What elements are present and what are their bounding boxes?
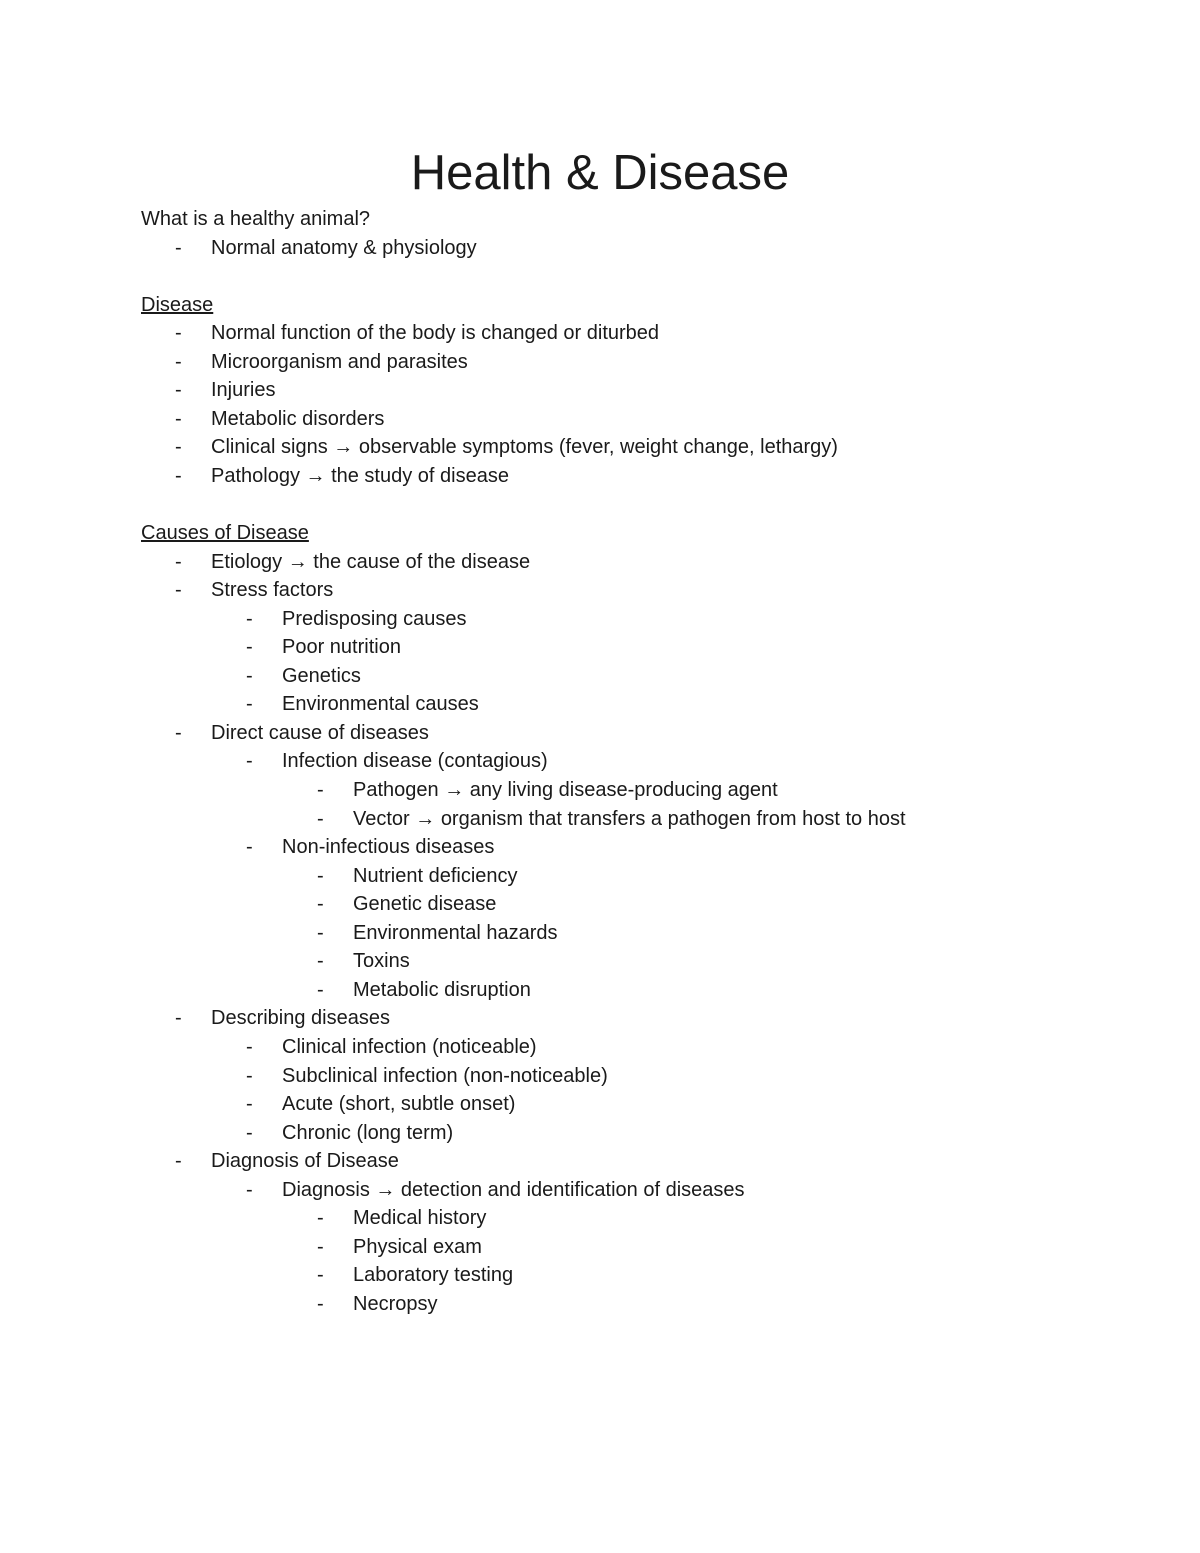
list-item-level-1: Metabolic disorders — [211, 407, 385, 430]
bullet-dash: - — [175, 550, 182, 573]
section-heading: Disease — [141, 293, 214, 316]
list-item-level-1: Direct cause of diseases — [211, 721, 429, 744]
list-item-level-2: Predisposing causes — [282, 607, 467, 630]
bullet-dash: - — [317, 950, 324, 973]
list-item-level-2: Infection disease (contagious) — [282, 750, 548, 773]
bullet-dash: - — [175, 379, 182, 402]
bullet-dash: - — [175, 1007, 182, 1030]
bullet-dash: - — [246, 836, 253, 859]
bullet-dash: - — [317, 1292, 324, 1315]
list-item-level-3: Metabolic disruption — [353, 978, 531, 1001]
bullet-dash: - — [175, 579, 182, 602]
bullet-dash: - — [175, 464, 182, 487]
list-item-level-1: Etiology → the cause of the disease — [211, 550, 531, 573]
list-item-level-1: Pathology → the study of disease — [211, 464, 509, 487]
list-item-level-1: Diagnosis of Disease — [211, 1150, 399, 1173]
list-item-level-1: Clinical signs → observable symptoms (fever, weight change, lethargy) — [211, 436, 838, 459]
list-item-level-3: Toxins — [353, 950, 410, 973]
bullet-dash: - — [317, 864, 324, 887]
bullet-dash: - — [246, 693, 253, 716]
list-item-level-2: Diagnosis → detection and identification of diseases — [282, 1178, 745, 1201]
page-title: Health & Disease — [410, 146, 790, 200]
list-item-level-2: Clinical infection (noticeable) — [282, 1035, 537, 1058]
bullet-dash: - — [317, 978, 324, 1001]
list-item-level-1: Injuries — [211, 379, 276, 402]
list-item-level-3: Necropsy — [353, 1292, 438, 1315]
list-item-level-3: Vector → organism that transfers a pathogen from host to host — [353, 807, 906, 830]
bullet-dash: - — [246, 750, 253, 773]
bullet-dash: - — [317, 1207, 324, 1230]
bullet-dash: - — [246, 607, 253, 630]
bullet-dash: - — [246, 1121, 253, 1144]
bullet-dash: - — [317, 807, 324, 830]
bullet-dash: - — [175, 436, 182, 459]
list-item-level-3: Laboratory testing — [353, 1264, 514, 1287]
bullet-dash: - — [175, 407, 182, 430]
bullet-dash: - — [246, 636, 253, 659]
bullet-dash: - — [317, 779, 324, 801]
list-item-level-2: Environmental causes — [282, 693, 479, 716]
list-item-level-3: Medical history — [353, 1207, 487, 1230]
list-item-level-1: Normal anatomy & physiology — [211, 236, 477, 259]
list-item-level-2: Poor nutrition — [282, 636, 401, 659]
list-item-level-2: Acute (short, subtle onset) — [282, 1093, 516, 1116]
bullet-dash: - — [317, 893, 324, 916]
bullet-dash: - — [317, 921, 324, 944]
bullet-dash: - — [246, 664, 253, 687]
bullet-dash: - — [317, 1264, 324, 1287]
bullet-dash: - — [175, 350, 182, 373]
bullet-dash: - — [246, 1064, 253, 1087]
bullet-dash: - — [175, 721, 182, 744]
bullet-dash: - — [246, 1093, 253, 1116]
list-item-level-1: Stress factors — [211, 579, 334, 602]
list-item-level-2: Subclinical infection (non-noticeable) — [282, 1064, 608, 1087]
list-item-level-2: Non-infectious diseases — [282, 836, 495, 859]
list-item-level-1: Microorganism and parasites — [211, 350, 468, 373]
list-item-level-1: Normal function of the body is changed or diturbed — [211, 322, 660, 345]
bullet-dash: - — [246, 1178, 253, 1201]
list-item-level-2: Genetics — [282, 664, 361, 687]
list-item-level-1: Describing diseases — [211, 1007, 390, 1030]
bullet-dash: - — [175, 236, 182, 259]
list-item-level-3: Pathogen → any living disease-producing agent — [353, 779, 778, 801]
list-item-level-3: Nutrient deficiency — [353, 864, 518, 887]
bullet-dash: - — [317, 1235, 324, 1258]
list-item-level-2: Chronic (long term) — [282, 1121, 454, 1144]
list-item-level-3: Genetic disease — [353, 893, 497, 916]
bullet-dash: - — [175, 1150, 182, 1173]
bullet-dash: - — [246, 1035, 253, 1058]
section-heading: Causes of Disease — [141, 522, 309, 545]
list-item-level-3: Physical exam — [353, 1235, 482, 1258]
section-heading: What is a healthy animal? — [141, 208, 371, 230]
bullet-dash: - — [175, 322, 182, 345]
list-item-level-3: Environmental hazards — [353, 921, 558, 944]
